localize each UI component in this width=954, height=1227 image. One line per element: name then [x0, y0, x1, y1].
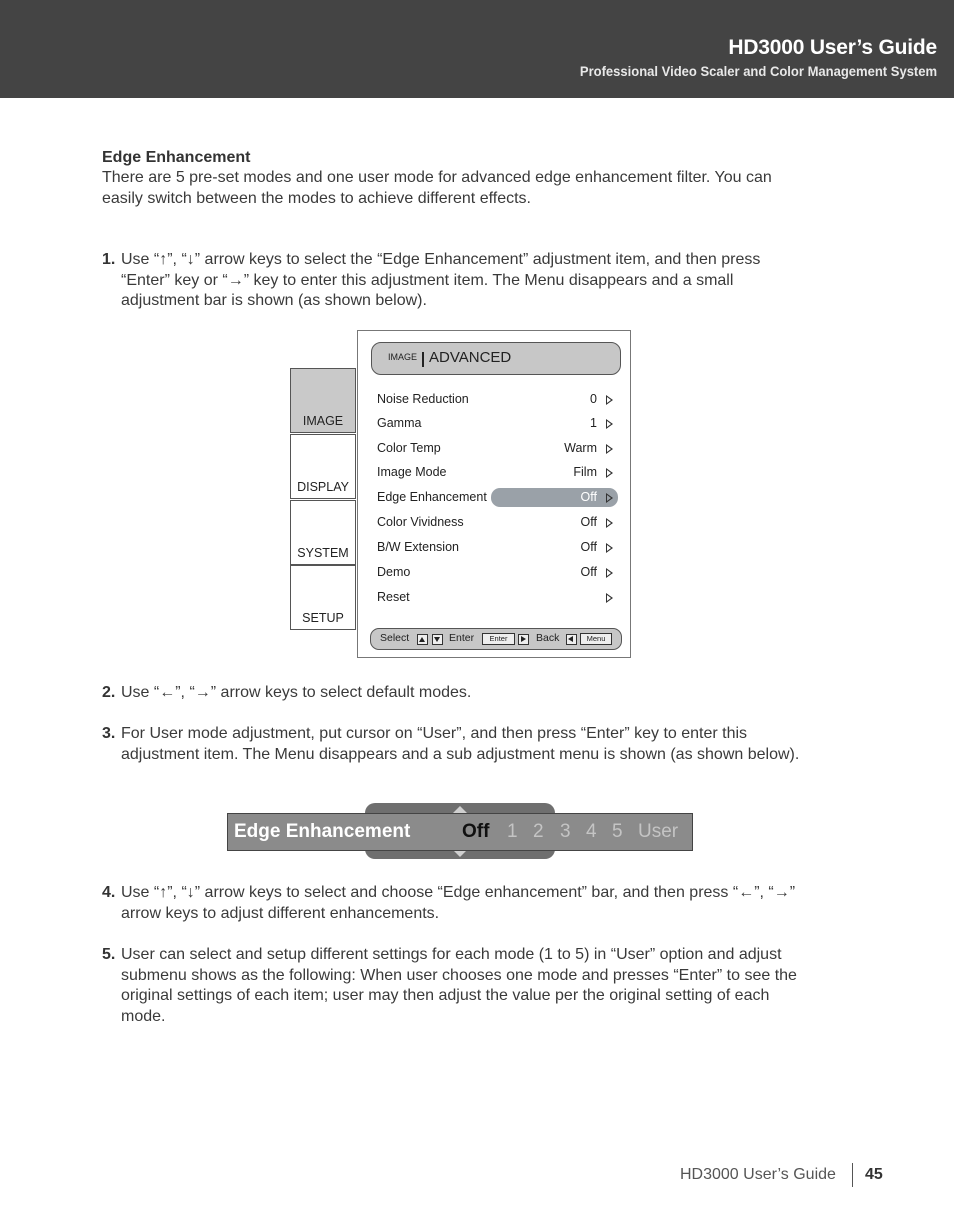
section-intro: There are 5 pre-set modes and one user mode for advanced edge enhancement filter. You can easily switch between the modes to achieve different effects. — [102, 169, 772, 207]
bar-option-4: 4 — [586, 821, 597, 842]
osd-tab-image: IMAGE — [290, 368, 356, 433]
chevron-right-icon — [606, 444, 613, 454]
osd-row-edge-enhancement: Edge Enhancement Off — [358, 488, 630, 508]
step-text: Use “↑”, “↓” arrow keys to select the “Edge Enhancement” adjustment item, and then press “Enter” key or “→” key to enter this adjustment item. The Menu disappears and a small adjustment bar is shown (as shown below). — [121, 251, 761, 309]
osd-header-category: IMAGE — [388, 352, 418, 362]
osd-row-demo: Demo Off — [358, 563, 630, 583]
step-text: Use “←”, “→” arrow keys to select default modes. — [121, 684, 472, 701]
bar-body — [227, 813, 693, 851]
step-number: 3. — [102, 725, 116, 742]
chevron-right-icon — [606, 593, 613, 603]
chevron-right-icon — [606, 493, 613, 503]
osd-tab-setup: SETUP — [290, 565, 356, 630]
osd-row-noise-reduction: Noise Reduction 0 — [358, 390, 630, 410]
down-arrow-icon — [453, 850, 467, 857]
osd-row-color-vividness: Color Vividness Off — [358, 513, 630, 533]
step-number: 5. — [102, 946, 116, 963]
osd-menu-header — [371, 342, 621, 375]
osd-menu-footer — [370, 628, 622, 650]
left-key-icon — [566, 634, 577, 645]
right-key-icon — [518, 634, 529, 645]
up-key-icon — [417, 634, 428, 645]
chevron-right-icon — [606, 543, 613, 553]
osd-row-bw-extension: B/W Extension Off — [358, 538, 630, 558]
osd-row-color-temp: Color Temp Warm — [358, 439, 630, 459]
chevron-right-icon — [606, 468, 613, 478]
footer-divider — [852, 1163, 853, 1187]
osd-header-divider — [422, 352, 424, 367]
osd-tab-system: SYSTEM — [290, 500, 356, 565]
footer-back-label: Back — [536, 632, 560, 644]
bar-option-off: Off — [462, 821, 490, 842]
enter-key-icon: Enter — [482, 633, 515, 645]
edge-enhancement-bar — [227, 803, 693, 859]
osd-menu — [357, 330, 631, 658]
chevron-right-icon — [606, 395, 613, 405]
chevron-right-icon — [606, 518, 613, 528]
bar-option-user: User — [638, 821, 679, 842]
osd-header-title: ADVANCED — [429, 349, 512, 366]
bar-option-2: 2 — [533, 821, 544, 842]
guide-subtitle: Professional Video Scaler and Color Management System — [579, 63, 937, 79]
section-title: Edge Enhancement — [102, 149, 251, 166]
osd-row-image-mode: Image Mode Film — [358, 463, 630, 483]
step-number: 4. — [102, 884, 116, 901]
bar-option-1: 1 — [507, 821, 518, 842]
bar-name: Edge Enhancement — [234, 821, 411, 842]
footer-guide-name: HD3000 User’s Guide — [680, 1166, 836, 1183]
footer-enter-label: Enter — [449, 632, 475, 644]
step-number: 1. — [102, 251, 116, 268]
bar-option-5: 5 — [612, 821, 623, 842]
osd-tab-display: DISPLAY — [290, 434, 356, 499]
step-text: For User mode adjustment, put cursor on “User”, and then press “Enter” key to enter this adjustment item. The Menu disappears and a sub adjustment menu is shown (as shown below). — [121, 725, 800, 763]
step-number: 2. — [102, 684, 116, 701]
page-number: 45 — [865, 1166, 883, 1183]
selection-highlight — [491, 488, 618, 507]
footer-select-label: Select — [380, 632, 410, 644]
page-header — [0, 0, 954, 98]
menu-key-icon: Menu — [580, 633, 612, 645]
guide-title: HD3000 User’s Guide — [728, 36, 937, 59]
step-text: Use “↑”, “↓” arrow keys to select and choose “Edge enhancement” bar, and then press “←”, “→” arrow keys to adjust different enhancements. — [121, 884, 796, 922]
chevron-right-icon — [606, 419, 613, 429]
osd-row-gamma: Gamma 1 — [358, 414, 630, 434]
down-key-icon — [432, 634, 443, 645]
chevron-right-icon — [606, 568, 613, 578]
bar-option-3: 3 — [560, 821, 571, 842]
up-arrow-icon — [453, 806, 467, 813]
osd-row-reset: Reset — [358, 588, 630, 608]
step-text: User can select and setup different settings for each mode (1 to 5) in “User” option and adjust submenu shows as the following: When user chooses one mode and presses “Enter” to see the original settings of each item; user may then adjust the value per the original setting of each mode. — [121, 946, 797, 1025]
